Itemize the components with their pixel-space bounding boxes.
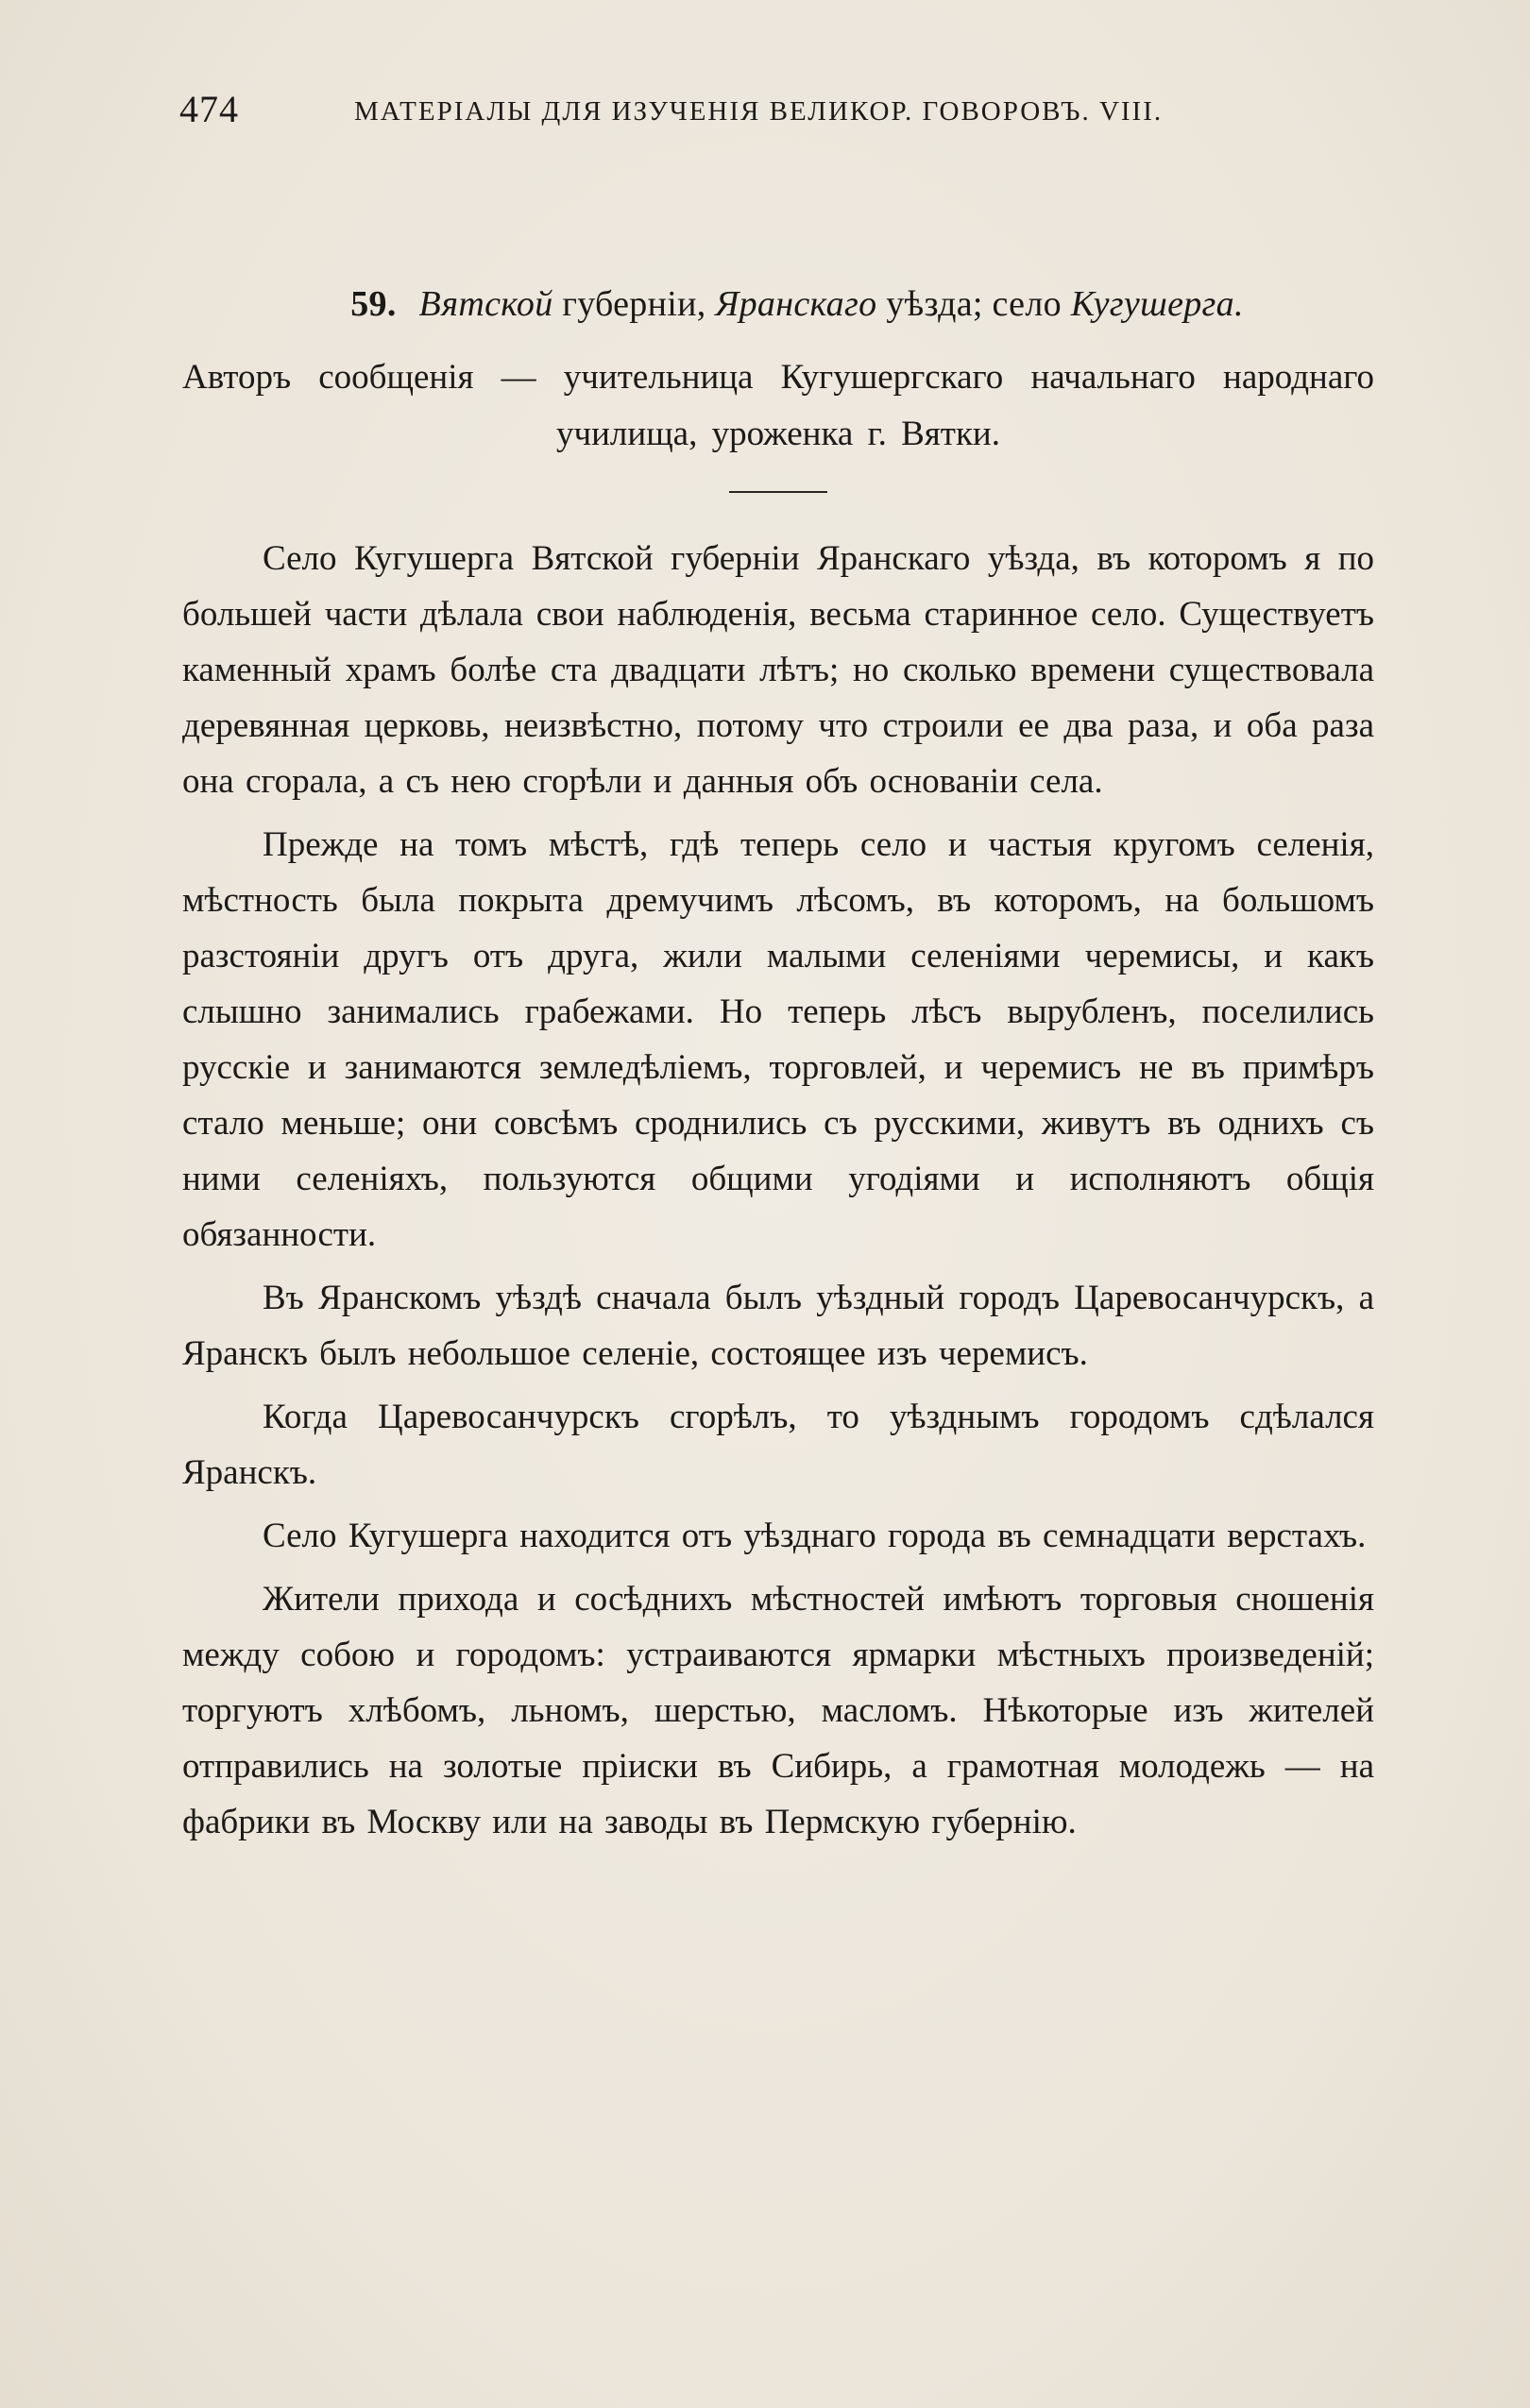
paragraph-4: Когда Царевосанчурскъ сгорѣлъ, то уѣзднымъ городомъ сдѣлался Яранскъ. — [182, 1398, 1374, 1492]
section-gubernia: Вятской — [418, 284, 553, 324]
running-title: МАТЕРІАЛЫ ДЛЯ ИЗУЧЕНІЯ ВЕЛИКОР. ГОВОРОВЪ. VIII. — [354, 96, 1164, 127]
section-gubernia-word: губерніи, — [562, 284, 706, 324]
section-village: Кугушерга. — [1070, 284, 1244, 324]
section-uezd: Яранскаго — [715, 284, 877, 324]
author-note: Авторъ сообщенія — учительница Кугушергскаго начальнаго народнаго училища, уроженка г. Вятки. — [182, 358, 1374, 453]
section-heading — [182, 276, 1374, 332]
paragraph-3: Въ Яранскомъ уѣздѣ сначала былъ уѣздный городъ Царевосанчурскъ, а Яранскъ былъ небольшое селеніе, состоящее изъ черемисъ. — [182, 1279, 1374, 1373]
paragraph-1: Село Кугушерга Вятской губерніи Яранскаго уѣзда, въ которомъ я по большей части дѣлала свои наблюденія, весьма старинное село. Существуетъ каменный храмъ болѣе ста двадцати лѣтъ; но сколько времени существовала деревянная церковь, неизвѣстно, потому что строили ее два раза, и оба раза она сгорала, а съ нею сгорѣли и данныя объ основаніи села. — [182, 539, 1374, 801]
section-uezd-word: уѣзда; село — [886, 284, 1062, 324]
section-divider — [729, 491, 827, 493]
page-header — [179, 87, 1369, 144]
section-number: 59. — [350, 284, 397, 324]
paragraph-5: Село Кугушерга находится отъ уѣзднаго города въ семнадцати верстахъ. — [263, 1517, 1367, 1555]
paragraph-6: Жители прихода и сосѣднихъ мѣстностей имѣютъ торговыя сношенія между собою и городомъ: устраиваются ярмарки мѣстныхъ произведеній; торгуютъ хлѣбомъ, льномъ, шерстью, масломъ. Нѣкоторые изъ жителей отправились на золотые пріиски въ Сибирь, а грамотная молодежь — на фабрики въ Москву или на заводы въ Пермскую губернію. — [182, 1580, 1374, 1841]
page-body — [182, 276, 1374, 1857]
page-number: 474 — [179, 88, 239, 130]
paragraph-2: Прежде на томъ мѣстѣ, гдѣ теперь село и частыя кругомъ селенія, мѣстность была покрыта дремучимъ лѣсомъ, въ которомъ, на большомъ разстояніи другъ отъ друга, жили малыми селеніями черемисы, и какъ слышно занимались грабежами. Но теперь лѣсъ вырубленъ, поселились русскіе и занимаются земледѣліемъ, торговлей, и черемисъ не въ примѣръ стало меньше; они совсѣмъ сроднились съ русскими, живутъ въ однихъ съ ними селеніяхъ, пользуются общими угодіями и исполняютъ общія обязанности. — [182, 825, 1374, 1254]
